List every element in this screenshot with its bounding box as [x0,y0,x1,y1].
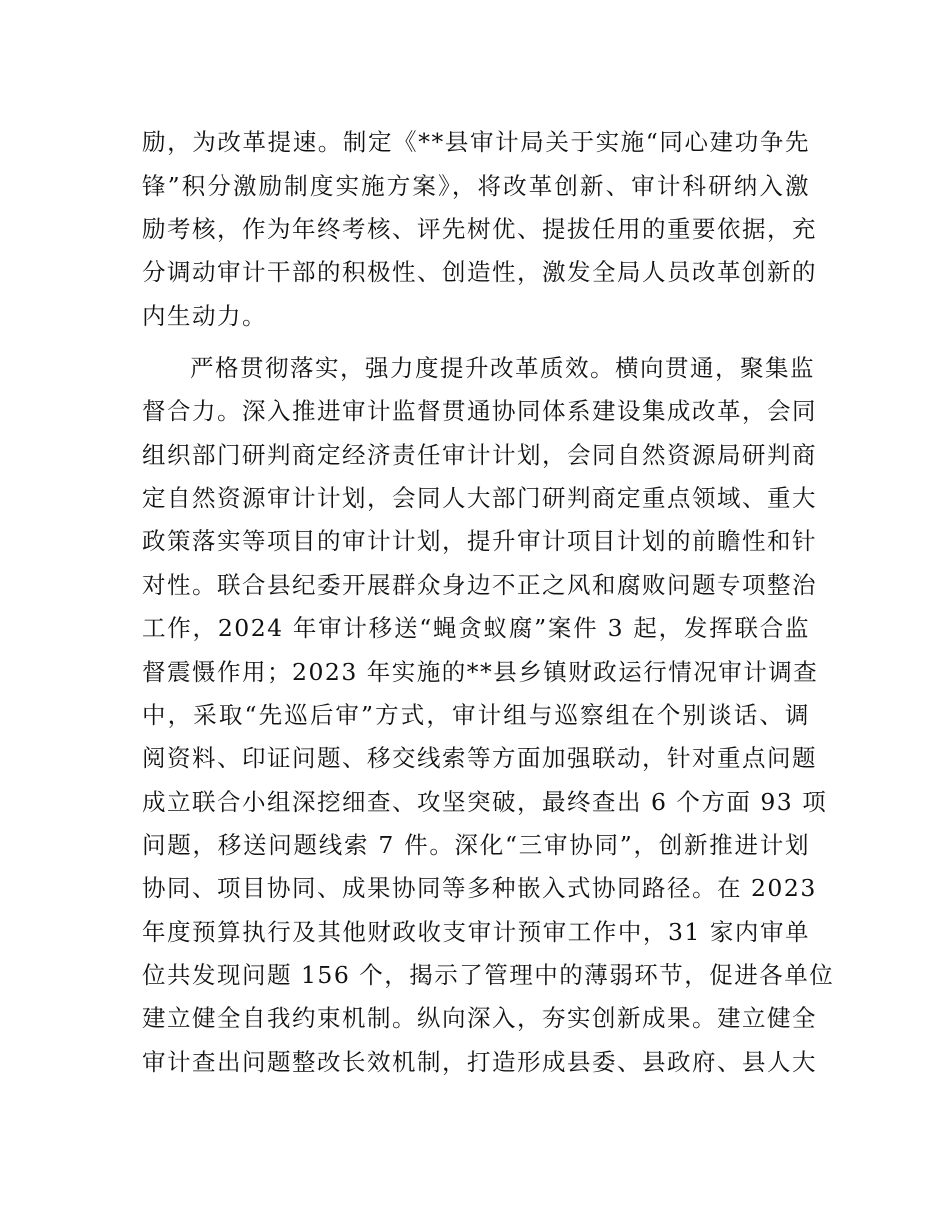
text-line: 定自然资源审计计划，会同人大部门研判商定重点领域、重大 [142,484,817,512]
text-line: 问题，移送问题线索 7 件。深化“三审协同”，创新推进计划 [142,831,810,859]
text-line: 内生动力。 [142,302,267,330]
text-line: 组织部门研判商定经济责任审计计划，会同自然资源局研判商 [142,441,817,469]
text-line: 建立健全自我约束机制。纵向深入，夯实创新成果。建立健全 [142,1004,817,1032]
paragraph-first-line: 严格贯彻落实，强力度提升改革质效。横向贯通，聚集监 [190,354,815,382]
text-line: 政策落实等项目的审计计划，提升审计项目计划的前瞻性和针 [142,527,817,555]
text-line: 督合力。深入推进审计监督贯通协同体系建设集成改革，会同 [142,397,817,425]
text-line: 工作，2024 年审计移送“蝇贪蚁腐”案件 3 起，发挥联合监 [142,614,810,642]
text-line: 励，为改革提速。制定《**县审计局关于实施“同心建功争先 [142,128,810,156]
text-line: 协同、项目协同、成果协同等多种嵌入式协同路径。在 2023 [142,874,817,902]
text-line: 年度预算执行及其他财政收支审计预审工作中，31 家内审单 [142,918,810,946]
text-line: 阅资料、印证问题、移交线索等方面加强联动，针对重点问题 [142,744,817,772]
text-line: 督震慑作用；2023 年实施的**县乡镇财政运行情况审计调查 [142,658,819,686]
text-line: 分调动审计干部的积极性、创造性，激发全局人员改革创新的 [142,258,817,286]
text-line: 位共发现问题 156 个，揭示了管理中的薄弱环节，促进各单位 [142,961,835,989]
text-line: 成立联合小组深挖细查、攻坚突破，最终查出 6 个方面 93 项 [142,788,828,816]
text-line: 中，采取“先巡后审”方式，审计组与巡察组在个别谈话、调 [142,701,810,729]
text-line: 审计查出问题整改长效机制，打造形成县委、县政府、县人大 [142,1048,817,1076]
text-line: 对性。联合县纪委开展群众身边不正之风和腐败问题专项整治 [142,571,817,599]
text-line: 励考核，作为年终考核、评先树优、提拔任用的重要依据，充 [142,215,817,243]
text-line: 锋”积分激励制度实施方案》，将改革创新、审计科研纳入激 [142,172,810,200]
